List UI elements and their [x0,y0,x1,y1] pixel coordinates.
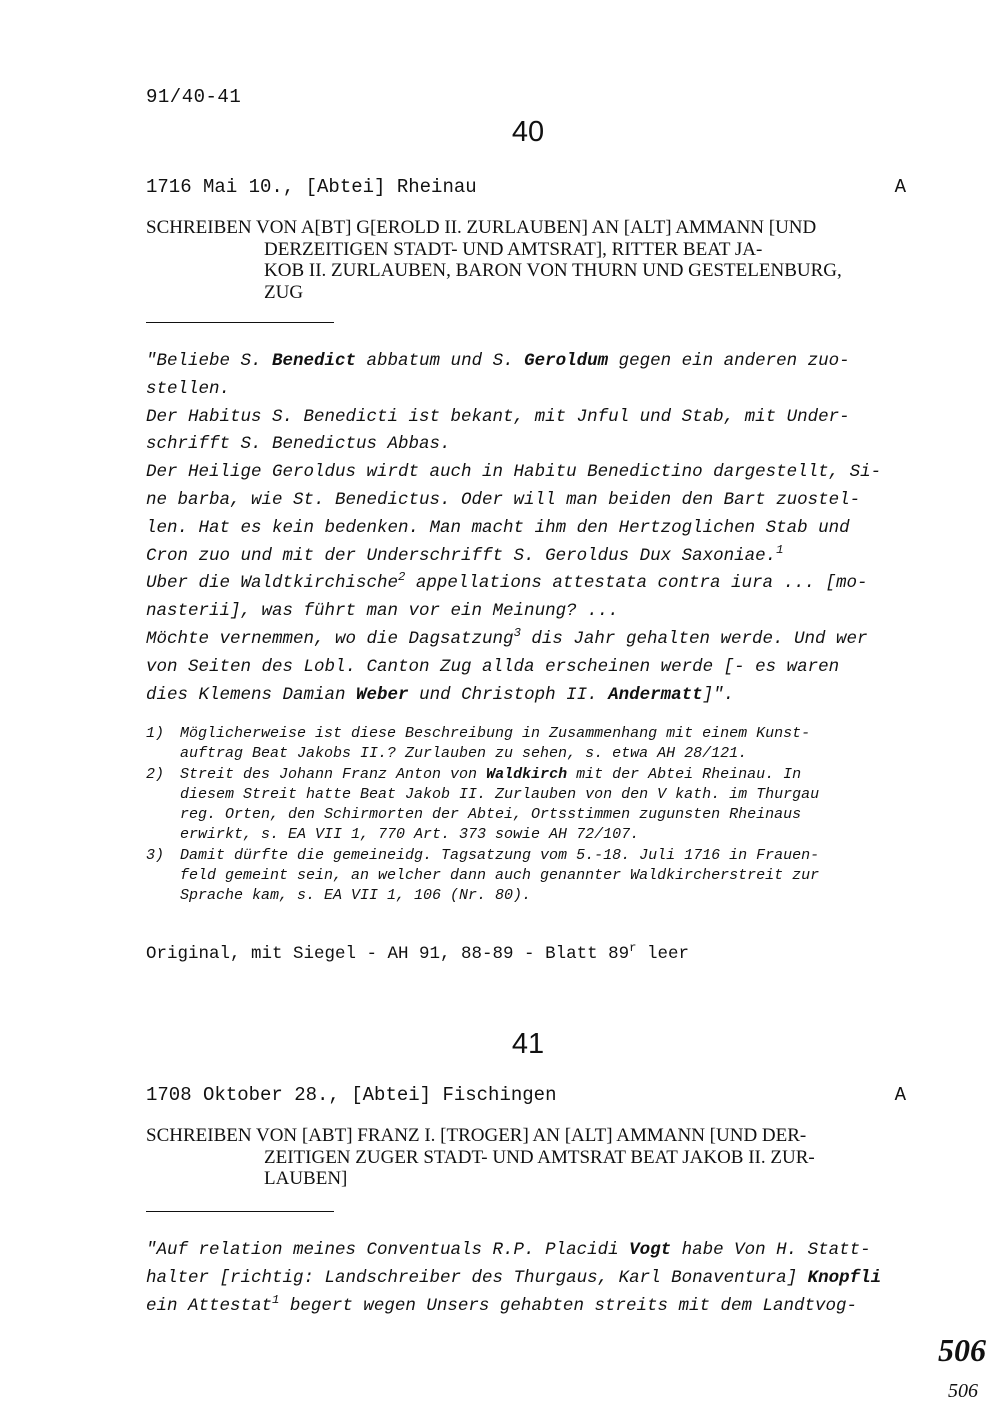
footnote-line: Möglicherweise ist diese Beschreibung in Zusammenhang mit einem Kunst- [180,725,811,742]
text-line: stellen. [146,378,231,399]
footnote-line: Streit des Johann Franz Anton von Waldkirch mit der Abtei Rheinau. In [180,765,802,783]
footnote-mark: 1) [146,725,165,742]
superscript: r [629,941,637,956]
document-number-41: 41 [511,1028,545,1060]
footnote-ref: 3 [513,626,521,641]
document-number-40: 40 [511,116,545,148]
text-line: "Auf relation meines Conventuals R.P. Placidi Vogt habe Von H. Statt- [146,1240,871,1260]
regest-heading-41 [146,1125,911,1190]
document-type: A [894,1084,906,1106]
footnote [146,765,916,846]
date-place: 1708 Oktober 28., [Abtei] Fischingen [146,1084,557,1106]
footnote-mark: 3) [146,846,165,864]
text-line: Uber die Waldtkirchische$^2$ appellations attestata contra iura ... [mo- [146,570,868,594]
separator-rule [146,322,334,323]
footnote-ref: 2 [398,570,406,585]
footnotes-40 [146,724,916,907]
separator-rule [146,1211,334,1212]
text-line: Möchte vernemmen, wo die Dagsatzung$^3$ dis Jahr gehalten werde. Und wer [146,626,868,649]
footnote-mark: 2) [146,765,165,783]
heading-line: LAUBEN] [264,1168,348,1189]
text-line: ein Attestat$^1$ begert wegen Unsers gehabten streits mit dem Landtvog- [146,1292,857,1316]
footnote [146,846,916,907]
dateline-41 [146,1084,906,1106]
text-line: Cron zuo und mit der Underschrifft S. Geroldus Dux Saxoniae.$^1$ [146,542,784,566]
footnote-line: diesem Streit hatte Beat Jakob II. Zurlauben von den V kath. im Thurgau [180,785,820,803]
text-line: dies Klemens Damian Weber und Christoph II. Andermatt]". [146,684,735,705]
source-note-40: Original, mit Siegel - AH 91, 88-89 - Blatt 89$^r$ leer [146,941,689,964]
text-line: Der Habitus S. Benedicti ist bekant, mit Jnful und Stab, mit Under- [146,406,850,427]
letter-text-40 [146,348,916,709]
text-line: halter [richtig: Landschreiber des Thurgaus, Karl Bonaventura] Knopfli [146,1267,882,1288]
letter-text-41 [146,1237,916,1320]
footnote-line: erwirkt, s. EA VII 1, 770 Art. 373 sowie AH 72/107. [180,826,640,844]
footnote-ref: 1 [272,1292,280,1307]
heading-line: ZEITIGEN ZUGER STADT- UND AMTSRAT BEAT JAKOB II. ZUR- [264,1146,815,1168]
date-place: 1716 Mai 10., [Abtei] Rheinau [146,176,477,198]
page-number-handwritten: 506 [948,1380,978,1402]
document-type: A [894,176,906,198]
footnote [146,724,916,765]
text-line: Der Heilige Geroldus wirdt auch in Habitu Benedictino dargestellt, Si- [146,462,882,483]
footnote-line: Sprache kam, s. EA VII 1, 106 (Nr. 80). [180,887,532,905]
archive-reference: 91/40-41 [146,86,242,108]
footnote-ref: 1 [776,542,784,557]
heading-line: ZUG [264,281,304,303]
heading-line: SCHREIBEN VON A[BT] G[EROLD II. ZURLAUBEN] AN [ALT] AMMANN [UND [146,217,817,238]
text-line: von Seiten des Lobl. Canton Zug allda erscheinen werde [- es waren [146,656,840,677]
text-line: len. Hat es kein bedenken. Man macht ihm den Hertzoglichen Stab und [146,517,850,538]
footnote-line: reg. Orten, den Schirmorten der Abtei, Ortsstimmen zugunsten Rheinaus [180,806,802,824]
footnote-line: auftrag Beat Jakobs II.? Zurlauben zu sehen, s. etwa AH 28/121. [180,745,748,763]
text-line: "Beliebe S. Benedict abbatum und S. Geroldum gegen ein anderen zuo- [146,351,850,371]
text-line: ne barba, wie St. Benedictus. Oder will man beiden den Bart zuostel- [146,489,861,510]
text-line: schrifft S. Benedictus Abbas. [146,434,451,455]
footnote-line: feld gemeint sein, an welcher dann auch genannter Waldkircherstreit zur [180,867,820,885]
dateline-40 [146,176,906,198]
heading-line: SCHREIBEN VON [ABT] FRANZ I. [TROGER] AN [ALT] AMMANN [UND DER- [146,1125,807,1146]
footnote-line: Damit dürfte die gemeineidg. Tagsatzung vom 5.-18. Juli 1716 in Frauen- [180,846,820,864]
heading-line: KOB II. ZURLAUBEN, BARON VON THURN UND GESTELENBURG, [264,260,842,281]
regest-heading-40 [146,217,911,303]
text-line: nasterii], was führt man vor ein Meinung? ... [146,601,619,622]
page-number-stamp: 506 [938,1332,986,1368]
heading-line: DERZEITIGEN STADT- UND AMTSRAT], RITTER BEAT JA- [264,238,763,260]
